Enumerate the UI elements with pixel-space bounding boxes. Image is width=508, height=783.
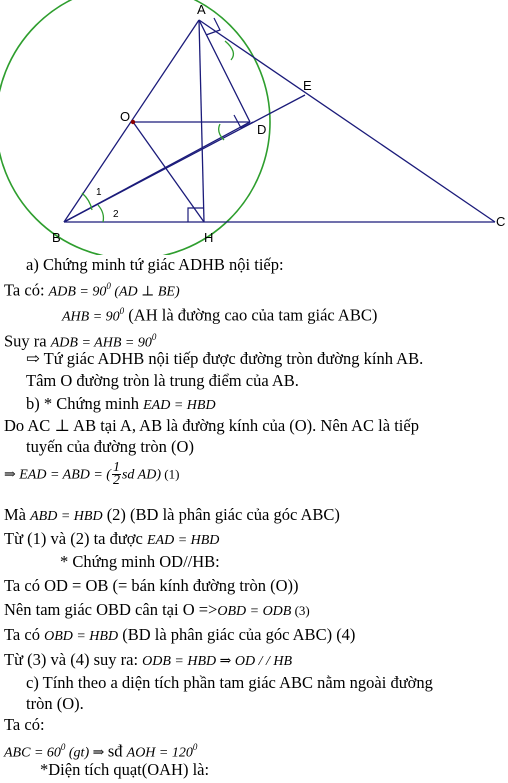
line-ma: Mà ABD = HBD (2) (BD là phân giác của góc ABC) [4, 505, 340, 524]
label-h: H [204, 230, 214, 245]
line-tu-1-2: Từ (1) và (2) ta được EAD = HBD [4, 529, 220, 548]
line-center-o: Tâm O đường tròn là trung điểm của AB. [26, 371, 299, 390]
line-tu-3-4: Từ (3) và (4) suy ra: ODB = HBD ⇒ OD / / HB [4, 650, 293, 669]
line-obd-hbd: Ta có OBD = HBD (BD là phân giác của góc ABC) (4) [4, 625, 356, 644]
arc-angle-b2 [98, 205, 103, 222]
label-o: O [120, 109, 131, 124]
label-angle-2: 2 [113, 209, 119, 220]
segment-oh [133, 122, 204, 222]
line-od-hb-heading: * Chứng minh OD//HB: [60, 552, 220, 571]
line-a-heading: a) Chứng minh tứ giác ADHB nội tiếp: [26, 255, 284, 274]
segment-ah [199, 20, 204, 222]
circle-o [0, 0, 270, 255]
line-c-heading: c) Tính theo a diện tích phần tam giác ABC nằm ngoài đường [26, 673, 433, 692]
line-abc-60: ABC = $60^0$ (gt) ⇒ sđ AOH = $120^0$ [4, 741, 198, 761]
segment-ac [199, 20, 495, 222]
label-a: A [197, 2, 206, 17]
line-ahb: AHB = $90^0$ (AH là đường cao của tam giác ABC) [62, 305, 378, 325]
label-e: E [303, 78, 312, 93]
line-dien-tich-quat: *Diện tích quạt(OAH) là: [40, 760, 210, 779]
line-obd-can: Nên tam giác OBD cân tại O =>OBD = ODB (3) [4, 600, 310, 619]
label-b: B [52, 230, 61, 245]
center-o-dot [131, 120, 135, 124]
line-ta-co-1: Ta có: ADB = $90^0$ (AD ⊥ BE) [4, 280, 180, 300]
line-c-heading-2: tròn (O). [26, 694, 84, 713]
line-suy-ra: Suy ra ADB = AHB = $90^0$ [4, 331, 157, 351]
line-eq-1: ⇒ EAD = ABD = ( $\frac{1}{2}$ sd AD) (1) [4, 460, 180, 488]
geometry-figure [0, 0, 508, 255]
line-conclusion: ⇨ Tứ giác ADHB nội tiếp được đường tròn đường kính AB. [26, 349, 424, 368]
line-do-ac: Do AC ⊥ AB tại A, AB là đường kính của (O). Nên AC là tiếp [4, 416, 419, 435]
label-d: D [257, 122, 267, 137]
arc-angle-a [225, 41, 233, 60]
label-c: C [496, 214, 506, 229]
line-ta-co-2: Ta có: [4, 715, 45, 734]
line-b-heading: b) * Chứng minh EAD = HBD [26, 394, 216, 413]
label-angle-1: 1 [96, 187, 102, 198]
line-tiep-tuyen: tuyến của đường tròn (O) [26, 437, 194, 456]
line-od-ob: Ta có OD = OB (= bán kính đường tròn (O)) [4, 576, 299, 595]
